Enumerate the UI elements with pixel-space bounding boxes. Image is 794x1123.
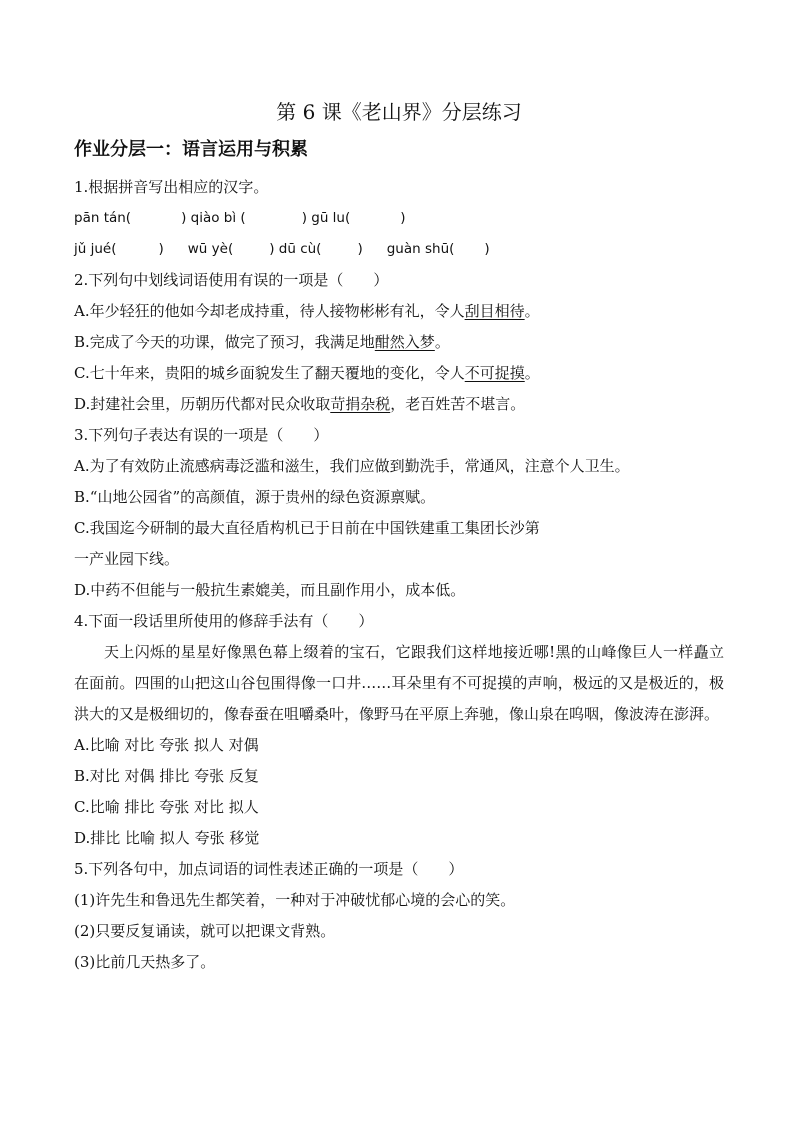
pinyin-item: ) [400, 210, 406, 226]
option-text: C.七十年来，贵阳的城乡面貌发生了翻天覆地的变化，令人 [74, 364, 465, 382]
q5-sentence-1: (1)许先生和鲁迅先生都笑着，一种对于冲破忧郁心境的会心的笑。 [74, 891, 516, 909]
q4-passage: 天上闪烁的星星好像黑色幕上缀着的宝石，它跟我们这样地接近哪!黑的山峰像巨人一样矗立在面前。四围的山把这山谷包围得像一口井……耳朵里有不可捉摸的声响，极远的又是极近的，极洪大的又是极细切的，像春蚕在咀嚼桑叶，像野马在平原上奔驰，像山泉在呜咽，像波涛在澎湃。 [74, 643, 724, 723]
q5-sentence-3: (3)比前几天热多了。 [74, 953, 216, 971]
pinyin-item: guàn shū( [386, 241, 455, 257]
q3-option-a: A.为了有效防止流感病毒泛滥和滋生，我们应做到勤洗手，常通风，注意个人卫生。 [74, 457, 630, 475]
q2-option-c [74, 358, 724, 389]
q3-option-c-line1: C.我国迄今研制的最大直径盾构机已于日前在中国铁建重工集团长沙第 [74, 519, 540, 537]
pinyin-item: ) qiào bì ( [181, 210, 246, 226]
pinyin-item: ) dū cù( [269, 241, 322, 257]
option-text: ，老百姓苦不堪言。 [390, 395, 526, 413]
pinyin-item: ) gū lu( [301, 210, 351, 226]
q2-option-d [74, 389, 724, 420]
q3-stem: 3.下列句子表达有误的一项是（ ） [74, 426, 329, 444]
q2-option-b [74, 327, 724, 358]
option-text: D.封建社会里，历朝历代都对民众收取 [74, 395, 331, 413]
q4-option-c: C.比喻 排比 夸张 对比 拟人 [74, 798, 259, 816]
pinyin-item: ) [484, 241, 490, 257]
pinyin-item: ) [357, 241, 363, 257]
option-text: 。 [524, 364, 540, 382]
underlined-word: 苛捐杂税 [330, 395, 391, 413]
q1-stem: 1.根据拼音写出相应的汉字。 [74, 178, 269, 196]
option-text: B.完成了今天的功课，做完了预习，我满足地 [74, 333, 375, 351]
q4-option-d: D.排比 比喻 拟人 夸张 移觉 [74, 829, 260, 847]
q1-pinyin-row1 [74, 203, 724, 234]
q3-option-b: B.“山地公园省”的高颜值，源于贵州的绿色资源禀赋。 [74, 488, 436, 506]
q1-pinyin-row2 [74, 234, 724, 265]
page-title: 第 6 课《老山界》分层练习 [276, 100, 522, 124]
option-text: 。 [524, 302, 540, 320]
q3-option-d: D.中药不但能与一般抗生素媲美，而且副作用小，成本低。 [74, 581, 466, 599]
q2-option-a [74, 296, 724, 327]
underlined-word: 不可捉摸 [464, 364, 525, 382]
underlined-word: 酣然入梦 [374, 333, 435, 351]
underlined-word: 刮目相待 [464, 302, 525, 320]
option-text: A.年少轻狂的他如今却老成持重，待人接物彬彬有礼，令人 [74, 302, 465, 320]
worksheet-page [74, 96, 724, 978]
pinyin-item: pān tán( [74, 210, 132, 226]
q4-stem: 4.下面一段话里所使用的修辞手法有（ ） [74, 612, 374, 630]
option-text: 。 [434, 333, 450, 351]
q3-option-c-line2: 一产业园下线。 [74, 550, 180, 568]
q4-option-a: A.比喻 对比 夸张 拟人 对偶 [74, 736, 259, 754]
pinyin-item: ) [158, 241, 164, 257]
pinyin-item: wū yè( [187, 241, 234, 257]
pinyin-item: jǔ jué( [74, 241, 117, 257]
section-title: 作业分层一：语言运用与积累 [74, 139, 308, 160]
q5-stem: 5.下列各句中，加点词语的词性表述正确的一项是（ ） [74, 860, 464, 878]
q5-sentence-2: (2)只要反复诵读，就可以把课文背熟。 [74, 922, 336, 940]
q2-stem: 2.下列句中划线词语使用有误的一项是（ ） [74, 271, 389, 289]
q4-option-b: B.对比 对偶 排比 夸张 反复 [74, 767, 259, 785]
